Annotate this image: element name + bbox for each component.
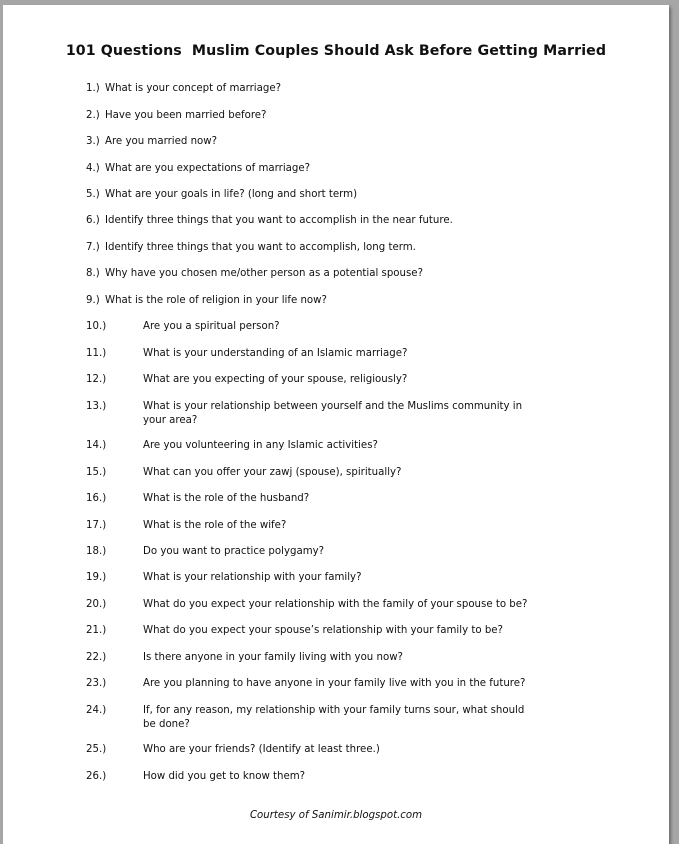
question-number: 5.) — [86, 189, 100, 200]
question-number: 21.) — [86, 625, 107, 636]
question-number: 16.) — [86, 493, 107, 504]
question-text: What is the role of the husband? — [143, 493, 310, 504]
question-number: 15.) — [86, 467, 107, 478]
question-number: 7.) — [86, 242, 100, 253]
question-number: 6.) — [86, 215, 100, 226]
question-number: 25.) — [86, 744, 107, 755]
question-text: Do you want to practice polygamy? — [143, 546, 325, 557]
question-text: What can you offer your zawj (spouse), spiritually? — [143, 467, 402, 478]
question-number: 4.) — [86, 163, 100, 174]
question-text: Are you planning to have anyone in your family live with you in the future? — [143, 678, 526, 689]
question-text: Who are your friends? (Identify at least three.) — [143, 744, 380, 755]
question-text: What is the role of the wife? — [143, 520, 287, 531]
question-number: 1.) — [86, 83, 100, 94]
question-text: Are you married now? — [105, 136, 217, 147]
question-text: How did you get to know them? — [143, 771, 306, 782]
question-text: What are you expecting of your spouse, religiously? — [143, 374, 408, 385]
question-text: Have you been married before? — [105, 110, 267, 121]
question-text: Are you volunteering in any Islamic activities? — [143, 440, 378, 451]
question-text: What do you expect your spouse’s relationship with your family to be? — [143, 625, 503, 636]
question-text: Identify three things that you want to accomplish, long term. — [105, 242, 416, 253]
question-text: What are your goals in life? (long and short term) — [105, 189, 358, 200]
document-page — [3, 5, 669, 844]
question-text: What are you expectations of marriage? — [105, 163, 311, 174]
question-number: 20.) — [86, 599, 107, 610]
document-title: 101 Questions Muslim Couples Should Ask Before Getting Married — [65, 43, 607, 59]
question-text: What is your concept of marriage? — [105, 83, 282, 94]
question-text: What do you expect your relationship with the family of your spouse to be? — [143, 599, 528, 610]
question-number: 26.) — [86, 771, 107, 782]
question-number: 18.) — [86, 546, 107, 557]
question-text: What is your relationship with your family? — [143, 572, 362, 583]
question-number: 23.) — [86, 678, 107, 689]
question-number: 9.) — [86, 295, 100, 306]
question-number: 22.) — [86, 652, 107, 663]
question-number: 19.) — [86, 572, 107, 583]
question-number: 13.) — [86, 401, 107, 412]
question-number: 3.) — [86, 136, 100, 147]
footer-credit: Courtesy of Sanimir.blogspot.com — [249, 810, 423, 821]
question-number: 17.) — [86, 520, 107, 531]
question-number: 24.) — [86, 705, 107, 716]
question-number: 11.) — [86, 348, 107, 359]
question-number: 12.) — [86, 374, 107, 385]
question-text: Identify three things that you want to accomplish in the near future. — [105, 215, 453, 226]
question-number: 8.) — [86, 268, 100, 279]
question-text: Are you a spiritual person? — [143, 321, 280, 332]
question-text: What is your relationship between yourself and the Muslims community in your area? — [143, 401, 523, 426]
question-text: Is there anyone in your family living with you now? — [143, 652, 403, 663]
question-text: What is your understanding of an Islamic marriage? — [143, 348, 408, 359]
question-number: 10.) — [86, 321, 107, 332]
question-text: What is the role of religion in your life now? — [105, 295, 327, 306]
question-number: 2.) — [86, 110, 100, 121]
question-text: Why have you chosen me/other person as a potential spouse? — [105, 268, 423, 279]
question-number: 14.) — [86, 440, 107, 451]
question-text: If, for any reason, my relationship with your family turns sour, what should be done? — [143, 705, 525, 730]
